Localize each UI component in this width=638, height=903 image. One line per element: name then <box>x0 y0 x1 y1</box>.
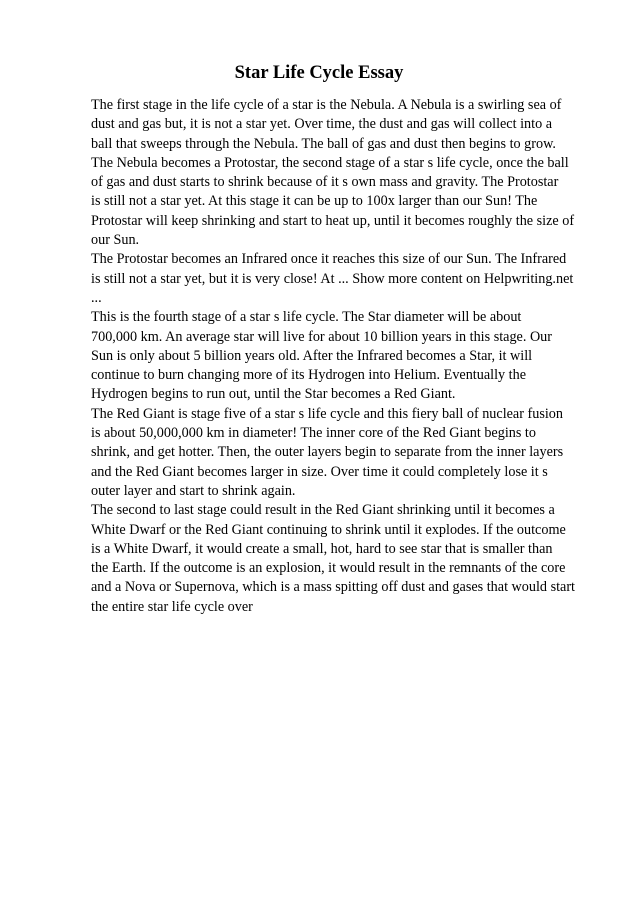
essay-line: outer layer and start to shrink again. <box>91 482 296 499</box>
essay-line: The second to last stage could result in the Red Giant shrinking until it becomes a <box>91 502 555 519</box>
essay-line: The Nebula becomes a Protostar, the second stage of a star s life cycle, once the ball <box>91 154 569 171</box>
essay-line: shrink, and get hotter. Then, the outer layers begin to separate from the inner layers <box>91 444 564 461</box>
essay-line: continue to burn changing more of its Hydrogen into Helium. Eventually the <box>91 367 526 384</box>
essay-line: and a Nova or Supernova, which is a mass spitting off dust and gases that would start <box>91 579 576 596</box>
essay-line: ... <box>91 289 102 306</box>
essay-line: Hydrogen begins to run out, until the Star becomes a Red Giant. <box>91 386 456 403</box>
essay-line: is about 50,000,000 km in diameter! The inner core of the Red Giant begins to <box>91 425 536 442</box>
essay-line: the entire star life cycle over <box>91 598 253 615</box>
essay-body <box>91 96 591 617</box>
essay-line: and the Red Giant becomes larger in size. Over time it could completely lose it s <box>91 463 548 480</box>
essay-line: is still not a star yet, but it is very close! At ... Show more content on Helpwriting.net <box>91 270 574 287</box>
essay-title: Star Life Cycle Essay <box>234 63 404 83</box>
essay-line: dust and gas but, it is not a star yet. Over time, the dust and gas will collect into a <box>91 116 553 133</box>
essay-line: Sun is only about 5 billion years old. After the Infrared becomes a Star, it will <box>91 347 533 364</box>
essay-line: The first stage in the life cycle of a star is the Nebula. A Nebula is a swirling sea of <box>91 97 562 113</box>
essay-line: The Protostar becomes an Infrared once it reaches this size of our Sun. The Infrared <box>91 251 567 268</box>
essay-line: 700,000 km. An average star will live for about 10 billion years in this stage. Our <box>91 328 553 345</box>
essay-line: our Sun. <box>91 232 140 249</box>
essay-line: the Earth. If the outcome is an explosion, it would result in the remnants of the core <box>91 560 566 577</box>
essay-line: of gas and dust starts to shrink because of it s own mass and gravity. The Protostar <box>91 174 559 191</box>
essay-line: This is the fourth stage of a star s life cycle. The Star diameter will be about <box>91 309 522 326</box>
essay-line: is a White Dwarf, it would create a small, hot, hard to see star that is smaller than <box>91 540 553 557</box>
essay-line: White Dwarf or the Red Giant continuing to shrink until it explodes. If the outcome <box>91 521 566 538</box>
essay-line: Protostar will keep shrinking and start to heat up, until it becomes roughly the size of <box>91 212 575 229</box>
essay-line: is still not a star yet. At this stage it can be up to 100x larger than our Sun! The <box>91 193 538 210</box>
essay-line: ball that sweeps through the Nebula. The ball of gas and dust then begins to grow. <box>91 135 556 152</box>
essay-line: The Red Giant is stage five of a star s life cycle and this fiery ball of nuclear fusion <box>91 405 563 422</box>
